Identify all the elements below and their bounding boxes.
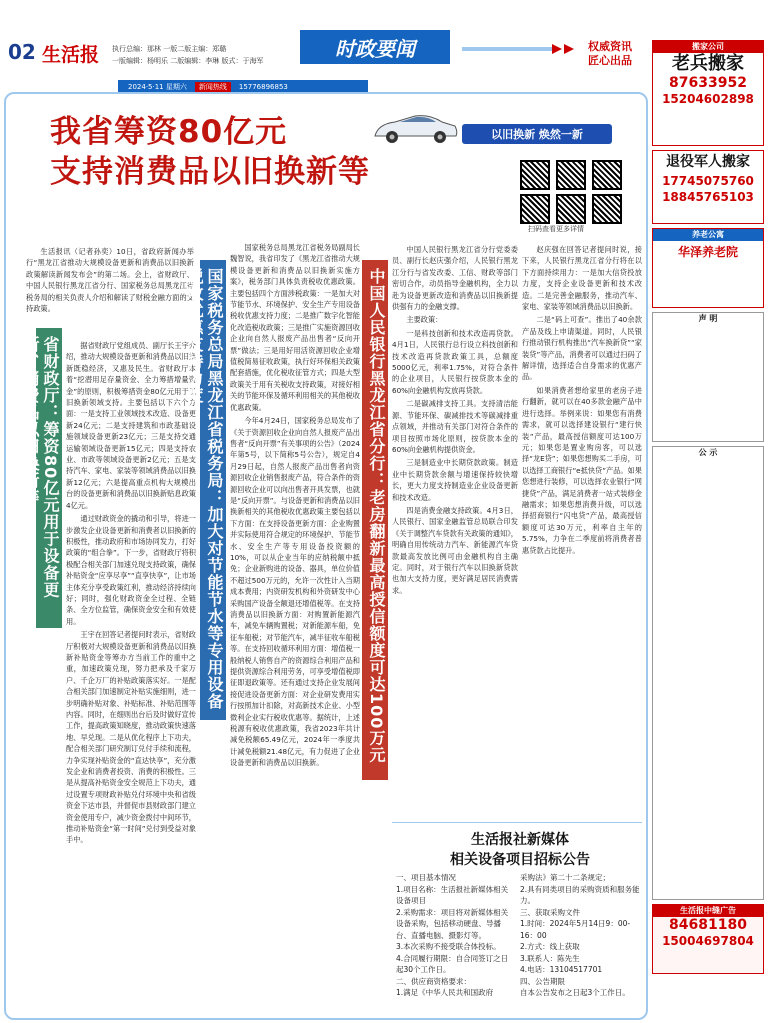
ad-veteran-movers[interactable] <box>652 150 764 224</box>
qr-code-icon[interactable] <box>520 194 550 224</box>
ad-title: 退役军人搬家 <box>666 154 750 170</box>
ad-phone: 15004697804 <box>662 934 754 948</box>
headline-line-2: 支持消费品以旧换新等 <box>50 154 370 190</box>
notice-item: 一、项目基本情况 <box>396 873 456 882</box>
ad-top-bar: 搬家公司 <box>653 41 763 53</box>
notice-item: 4.合同履行期限：自合同签订之日起30个工作日。 <box>396 953 509 974</box>
notice-item: 采购法》第二十二条规定； <box>520 873 610 882</box>
hotline-number: 15776896853 <box>238 82 288 91</box>
col3-paragraph: 二是碳减排支持工具。支持清洁能源、节能环保、碳减排技术等碳减排重点领域，并推动有关部门对符合条件的项目按照市场化原则，按贷款本金的60%向金融机构提供资金。 <box>392 399 518 454</box>
notice-item: 四、公告期限 <box>520 976 565 986</box>
hotline-label: 新闻热线 <box>195 82 231 92</box>
qr-code-icon[interactable] <box>592 194 622 224</box>
intro-paragraph <box>26 246 194 326</box>
col3-paragraph: 四是消费金融支持政策。4月3日，人民银行、国家金融监管总局联合印发《关于调整汽车贷款有关政策的通知》，明确自用传统动力汽车、新能源汽车贷款最高发放比例可由金融机构自主确定。同时，对于银行汽车以旧换新贷款也加大支持力度，更好满足居民消费需求。 <box>392 505 518 595</box>
col3-vertical-title: 中国人民银行黑龙江省分行：老房翻新最高授信额度可达100万元 <box>362 260 388 780</box>
notice-item: 二、供应商资格要求： <box>396 976 471 986</box>
ad-laobing-movers[interactable] <box>652 40 764 146</box>
slogan-line-1: 权威资讯 <box>588 40 632 53</box>
legal-title: 声 明 <box>698 314 718 323</box>
notice-item: 三、获取采购文件 <box>520 907 580 917</box>
ad-phone: 18845765103 <box>662 190 754 204</box>
qr-caption: 扫码查看更多详情 <box>528 225 584 233</box>
col1-paragraph: 通过财政资金的撬动和引导，将进一步激发企业设备更新和消费者以旧换新的积极性，推动政府和市场协同发力，打好政策的“组合拳”。下一步，省财政厅将积极配合相关部门加速兑现支持政策，确保补贴资金“应享尽享”“直享快享”，让市场主体充分享受政策红利，推动经济持续向好；同时，强化财政资金全过程、全链条、全方位监管，确保资金安全和有效使用。 <box>66 514 196 626</box>
headline-line-1: 我省筹资80亿元 <box>50 114 288 150</box>
section-title: 时政要闻 <box>300 30 450 64</box>
col3-body-right <box>522 244 642 814</box>
notice-right <box>520 872 642 1017</box>
notice-title-line-1: 生活报社新媒体 <box>471 832 569 848</box>
col3-paragraph: 三是制造业中长期贷款政策。制造业中长期贷款余额与增速保持较快增长，更大力度支持制造业企业设备更新和技术改造。 <box>392 458 518 502</box>
car-illustration-icon <box>370 108 460 148</box>
qr-code-icon[interactable] <box>520 160 550 190</box>
col1-paragraph: 王宇在回答记者提问时表示，省财政厅积极对大规模设备更新和消费品以旧换新补贴资金等筹办方当前工作的重中之重，加速政策兑现，努力把承及千家万户、千企万厂的补贴政策落实好。一是配合相关部门加速制定补贴实施细则，进一步明确补贴对象、补贴标准、补贴范围等内容。同时，在细则出台后及时做好宣传工作，提高政策知晓度，推动政策快速落地、早兑现。二是从优化程序上下功夫，配合相关部门研究制订兑付手续和流程，力争实现补贴资金的“直达快享”，充分激发企业和消费者投资、消费的积极性。三是从提高补贴资金安全规范上下功夫，通过设置专项财政补贴兑付环境中央和省级资金下达市县，并督促市县财政部门建立资金使用专户，减少资金拨付中间环节，推动补贴资金“第一时间”兑付到受益对象手中。 <box>66 630 196 845</box>
notice-item: 4.电话：13104517701 <box>520 965 603 974</box>
staff-line-1: 执行总编：那林 一版二版主编：郑璐 <box>112 45 227 53</box>
ad-title: 华泽养老院 <box>677 245 738 259</box>
ad-nursing-home[interactable] <box>652 228 764 308</box>
notice-item: 2.具有同类项目的采购资质和服务能力。 <box>520 884 640 905</box>
qr-code-icon[interactable] <box>556 160 586 190</box>
notice-item: 自本公告发布之日起3个工作日。 <box>520 988 630 997</box>
qr-code-icon[interactable] <box>592 160 622 190</box>
slogan-tag: 以旧换新 焕然一新 <box>462 124 612 144</box>
col3-body-left <box>392 244 518 814</box>
col3-paragraph: 主要政策： <box>406 315 443 325</box>
notice-item: 2.采购需求：项目将对新媒体相关设备采购，包括移动硬盘、导播台、直播电脑、摄影灯等。 <box>396 907 509 940</box>
notice-item: 1.满足《中华人民共和国政府 <box>396 988 494 997</box>
notice-item: 1.时间：2024年5月14日9：00-16：00 <box>520 919 631 940</box>
notice-item: 3.联系人：陈先生 <box>520 953 580 963</box>
main-headline <box>50 112 370 192</box>
notice-title <box>400 830 640 870</box>
ad-top-bar: 养老公寓 <box>653 229 763 241</box>
public-notices <box>652 446 764 900</box>
ad-classified-contact[interactable] <box>652 904 764 974</box>
col3-paragraph: 赵庆强在回答记者提问时说，接下来，人民银行黑龙江省分行将在以下方面持续用力：一是加大信贷投放力度，支持企业设备更新和技术改造。二是完善金融服务，推动汽车、家电、家装等领域消费品以旧换新。 <box>522 245 642 312</box>
notice-item: 2.方式：线上获取 <box>520 942 580 951</box>
paper-logo: 生活报 <box>42 44 100 66</box>
col3-paragraph: 二是“码上可查”。推出了40余款产品及线上申请渠道。同时，人民银行推动银行机构推出“汽车换新贷”“家装贷”等产品，消费者可以通过扫码了解详情，选择适合自身需求的优惠产品。 <box>522 315 642 382</box>
col3-paragraph: 如果消费者想给家里的老房子进行翻新，就可以在40多款金融产品中进行选择。举例来说：如果您有消费需求，就可以选择建设银行“建行快装”产品，最高授信额度可达100万元；如果您是置业购房客，可以选择“龙E贷”；如果您想购买二手房，可以选择工商银行“e抵快贷”产品。如果您想进行装修，可以选择农业银行“网捷贷”产品，满足消费者一站式装修金融需求；如果您想消费升级，可以选择招商银行“闪电贷”产品，最高授信额度可达30万元，利率自主年的5.75%，力争在二季度前将消费者普惠贷款占比提升。 <box>522 385 642 555</box>
ad-top-bar: 生活报中缝广告 <box>653 905 763 917</box>
staff-line-2: 一版编辑：杨明乐 二版编辑：李琳 版式：于海军 <box>112 57 264 65</box>
col3-paragraph: 一是科技创新和技术改造再贷款。4月1日，人民银行总行设立科技创新和技术改造再贷款政策工具，总额度5000亿元，利率1.75%，对符合条件的企业项目，人民银行按贷款本金的60%向金融机构发放再贷款。 <box>392 328 518 395</box>
slogan-line-2: 匠心出品 <box>588 54 632 67</box>
col3-paragraph: 中国人民银行黑龙江省分行党委委员、副行长赵庆强介绍，人民银行黑龙江分行与省发改委、工信、财政等部门密切合作，动员指导金融机构，全力以赴为设备更新改造和消费品以旧换新提供强有力的金融支撑。 <box>392 245 518 312</box>
col2-body <box>230 242 360 1012</box>
qr-code-icon[interactable] <box>556 194 586 224</box>
notice-item: 1.项目名称：生活报社新媒体相关设备项目 <box>396 884 509 905</box>
public-title: 公 示 <box>698 448 718 457</box>
intro-text: 生活报讯（记者孙奕）10日，省政府新闻办举行“黑龙江省推动大规模设备更新和消费品以旧换新政策解读新闻发布会”的第二场。会上，省财政厅、中国人民银行黑龙江省分行、国家税务总局黑龙江省税务局的相关负责人介绍和解读了财税金融方面的支持政策。 <box>26 247 194 314</box>
notice-title-line-2: 相关设备项目招标公告 <box>450 852 590 868</box>
notice-left <box>396 872 514 1017</box>
ad-phone: 87633952 <box>669 75 747 91</box>
notice-item: 3.本次采购不接受联合体投标。 <box>396 942 501 951</box>
legal-notices <box>652 312 764 442</box>
col2-paragraph: 国家税务总局黑龙江省税务局副局长魏智说，我省印发了《黑龙江省推动大规模设备更新和消费品以旧换新实施方案》，税务部门具体负责税收优惠政策。主要包括四个方面涉税政策：一是加大对节能节水、环境保护、安全生产专用设备税收优惠支持力度；二是推广数字化智能化改造税收政策；三是推广实施资源回收企业向自然人报废产品出售者“反向开票”做法；三是用好用活资源回收企业增值税简易征收政策，执行好环保相关政策配套措施，优化税收征管方式；四是大型政策关于用有关税收支持政策，对接好相关的节能环保及循环利用相关的其他税收优惠政策。 <box>230 243 360 412</box>
col2-vertical-title: 国家税务总局黑龙江省税务局：加大对节能节水等专用设备税收优惠支持力度 <box>200 260 226 720</box>
classified-ads-column <box>652 40 764 1020</box>
col1-body <box>66 340 196 1010</box>
ad-phone: 15204602898 <box>662 92 754 106</box>
ad-phone: 17745075760 <box>662 174 754 188</box>
slogan <box>588 40 632 68</box>
issue-date: 2024·5·11 星期六 <box>128 82 187 91</box>
arrow-decoration-icon <box>462 44 582 54</box>
divider <box>392 822 642 823</box>
ad-phone: 84681180 <box>669 917 747 933</box>
col1-vertical-title: 省财政厅：筹资80亿元用于设备更新、消费品以旧换新等 <box>36 328 62 628</box>
col1-paragraph: 据省财政厅党组成员、副厅长王宇介绍，推动大规模设备更新和消费品以旧换新既稳经济，又惠及民生。省财政厅本着“挖潜用足存量资金、全力筹措增量资金”的原则，积极筹措资金80亿元用于以旧换新领域支持。主要包括以下六个方面：一是支持工业领域技术改造、设备更新24亿元；二是支持建筑和市政基础设施领域设备更新23亿元；三是支持交通运输领域设备更新15亿元；四是支持农业、市政等领域设备更新2亿元；五是支持汽车、家电、家装等领域消费品以旧换新12亿元；六是提高重点机构大规模出台的设备更新和消费品以旧换新贴息政策4亿元。 <box>66 341 196 510</box>
page-number: 02 <box>8 40 36 64</box>
ad-title: 老兵搬家 <box>672 53 744 74</box>
col2-paragraph: 今年4月24日，国家税务总局发布了《关于资源回收企业向自然人报废产品出售者“反向开票”有关事项的公告》（2024年第5号，以下简称5号公告），规定自4月29日起，自然人报废产品出售者向资源回收企业销售报废产品，符合条件的资源回收企业可以向出售者开具发票，也就是“反向开票”。与设备更新和消费品以旧换新相关的其他税收优惠政策主要包括以下方面：在支持设备更新方面：企业购置并实际使用符合规定的环境保护、节能节水、安全生产等专用设备投资额的10%，可以从企业当年的应纳税额中抵免；企业新购进的设备、器具，单位价值不超过500万元的，允许一次性计入当期成本费用；内资研发机构和外资研发中心采购国产设备全额退还增值税等。在支持消费品以旧换新方面：对购置新能源汽车，减免车辆购置税；对新能源车船，免征车船税；对节能汽车，减半征收车船税等。在支持回收循环利用方面：增值税一般纳税人销售自产的资源综合利用产品和提供资源综合利用劳务，可享受增值税即征即退政策等。还有通过支持企业发展间接促进设备更新方面：对企业研发费用实行按照加计扣除，对高新技术企业、小型微利企业实行税收优惠等。据统计，上述税源有税收优惠政策，我省2023年共计减免税额65.49亿元，2024年一季度共计减免税额21.48亿元，有力促进了企业设备更新和消费品以旧换新。 <box>230 416 360 768</box>
